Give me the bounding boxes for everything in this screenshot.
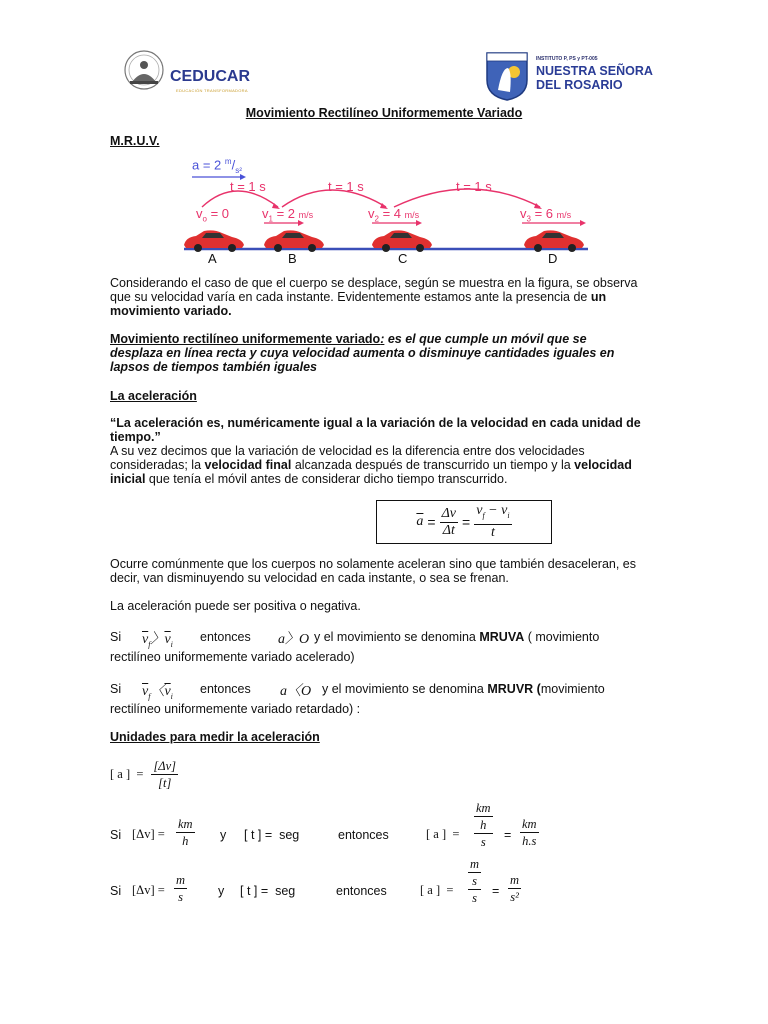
acceleration-paragraph: A su vez decimos que la variación de velocidad es la diferencia entre dos velocidades consideradas; la velocidad final alcanzada después de transcurrido un tiempo y la velocidad inicial que tenía el móvil antes de considerar dicho tiempo transcurrido.: [110, 444, 632, 486]
school-name-line1: NUESTRA SEÑORA: [536, 64, 653, 78]
formula-delta-frac: $\frac{\Delta v}{\Delta t}$: [441, 505, 457, 538]
velocity-label-1: $v_1 = 2$ m/s: [262, 206, 314, 224]
point-c: C: [398, 251, 408, 266]
intro-line-1: Considerando el caso de que el cuerpo se desplace, según se muestra en la figura, se observa: [110, 276, 638, 290]
acceleration-formula: $\overline{a}$ = $\frac{\Delta v}{\Delta t}$ = $\frac{v_f - v_i}{t}$: [376, 500, 552, 544]
interval-label-1: t = 1 s: [230, 179, 266, 194]
point-a: A: [208, 251, 217, 266]
ceducar-tagline: EDUCACIÓN TRANSFORMADORA: [176, 88, 248, 93]
formula-velocity-frac: $\frac{v_f - v_i}{t}$: [476, 503, 510, 540]
intro-paragraph: [110, 276, 670, 318]
page-title: Movimiento Rectilíneo Uniformemente Variado: [245, 106, 523, 120]
units-definition: [ a ] = $\frac{[\Delta v]}{[t]}$: [110, 759, 177, 790]
acceleration-quote: “La aceleración es, numéricamente igual a la variación de la velocidad en cada unidad de tiempo.”: [110, 416, 641, 444]
ceducar-emblem-icon: [120, 48, 168, 94]
case-negative: Si $\overline{v}_f$〈$\overline{v}_i$ entonces a〈O y el movimiento se denomina MRUVR (movimiento rectilíneo uniformemente variado retardado) :: [110, 682, 605, 716]
deceleration-paragraph: Ocurre comúnmente que los cuerpos no solamente aceleran sino que también desaceleran, es decir, van disminuyendo su velocidad en cada instante, o sea se frenan.: [110, 557, 637, 585]
ceducar-logo: [120, 48, 250, 98]
accel-label: a = 2 $^m/_{s^2}$: [192, 157, 242, 175]
velocity-label-2: $v_2 = 4$ m/s: [368, 206, 420, 224]
interval-label-2: t = 1 s: [328, 179, 364, 194]
intro-line-2: que su velocidad varía en cada instante. Evidentemente estamos ante la presencia de un: [110, 290, 607, 304]
definition-paragraph: Movimiento rectilíneo uniformemente variado: es el que cumple un móvil que se desplaza en línea recta y cuya velocidad aumenta o disminuye cantidades iguales en lapsos de tiempos también iguales: [110, 332, 670, 374]
school-name-line2: DEL ROSARIO: [536, 78, 623, 92]
definition-line-2: desplaza en línea recta y cuya velocidad aumenta o disminuye cantidades iguales en: [110, 346, 615, 360]
ceducar-name: CEDUCAR: [170, 68, 250, 85]
mruv-figure: [180, 155, 600, 267]
interval-label-3: t = 1 s: [456, 179, 492, 194]
point-b: B: [288, 251, 297, 266]
formula-a: $\overline{a}$: [416, 514, 424, 529]
velocity-label-0: $v_o = 0$: [196, 206, 230, 224]
point-d: D: [548, 251, 558, 266]
definition-line-3: lapsos de tiempos también iguales: [110, 360, 318, 374]
velocity-label-3: $v_3 = 6$ m/s: [520, 206, 572, 224]
sign-text: La aceleración puede ser positiva o negativa.: [110, 599, 361, 613]
school-shield-icon: [484, 50, 530, 102]
school-logo: [484, 50, 654, 100]
units-row-kmh: Si [Δv] = $\frac{km}{h}$ y [ t ] = seg entonces [ a ] = $\frac{km}{h}$ s = $\frac{km}{h.s}$: [110, 801, 537, 849]
school-prefix: INSTITUTO P, PS y PT-005: [536, 56, 598, 62]
case-positive: Si $\overline{v}_f$〉$\overline{v}_i$ entonces a〉O y el movimiento se denomina MRUVA ( movimiento rectilíneo uniformemente variado acelerado): [110, 630, 600, 664]
mruv-heading: M.R.U.V.: [110, 134, 160, 148]
intro-line-3: movimiento variado.: [110, 304, 232, 318]
definition-term: Movimiento rectilíneo uniformemente variado: [110, 332, 381, 346]
acceleration-heading: La aceleración: [110, 389, 197, 403]
units-heading: Unidades para medir la aceleración: [110, 730, 320, 744]
units-row-ms: Si [Δv] = $\frac{m}{s}$ y [ t ] = seg entonces [ a ] = $\frac{\frac{m}{s}}{s}$ = $\frac{m}{\text{s²}}$: [110, 857, 520, 905]
